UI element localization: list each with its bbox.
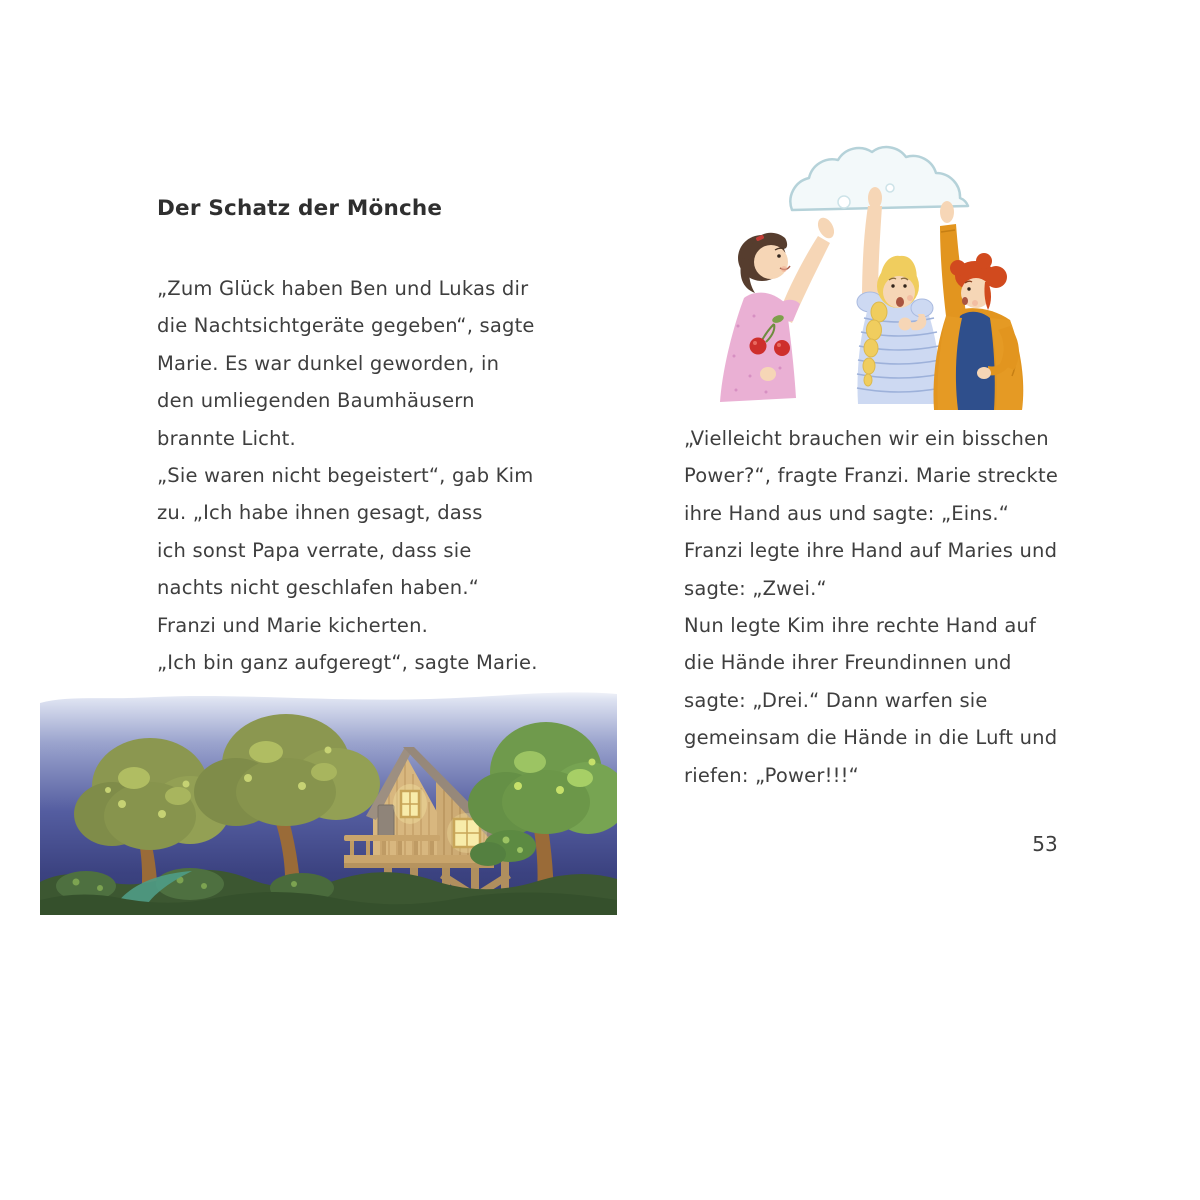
text-line: „Vielleicht brauchen wir ein bisschen [684, 427, 1049, 450]
text-line: „Zum Glück haben Ben und Lukas dir [157, 277, 529, 300]
text-line: ihre Hand aus und sagte: „Eins.“ [684, 501, 1010, 525]
text-line: ich sonst Papa verrate, dass sie [157, 538, 472, 562]
text-line: gemeinsam die Hände in die Luft und [684, 726, 1058, 750]
text-line: die Hände ihrer Freundinnen und [684, 651, 1012, 675]
text-line: Franzi und Marie kicherten. [157, 613, 429, 637]
girl-marie [720, 215, 837, 402]
text-line: „Ich bin ganz aufgeregt“, sagte Marie. [157, 651, 538, 675]
text-line: Power?“, fragte Franzi. Marie streckte [684, 464, 1059, 488]
girl-franzi [857, 187, 941, 404]
treehouse-night-illustration [40, 686, 617, 915]
text-line: nachts nicht geschlafen haben.“ [157, 576, 480, 600]
page-number: 53 [1032, 832, 1058, 856]
text-line: Marie. Es war dunkel geworden, in [157, 351, 500, 375]
door [378, 805, 394, 839]
window-upper [393, 784, 427, 824]
treehouse-illustration-svg [40, 686, 617, 915]
three-girls-illustration [692, 140, 1042, 425]
left-page-text [157, 270, 577, 681]
girls-illustration-svg [692, 140, 1042, 425]
text-line: sagte: „Drei.“ Dann warfen sie [684, 688, 988, 712]
girl-kim [934, 201, 1024, 410]
text-line: riefen: „Power!!!“ [684, 763, 859, 787]
text-line: Franzi legte ihre Hand auf Maries und [684, 539, 1058, 563]
text-line: die Nachtsichtgeräte gegeben“, sagte [157, 314, 535, 338]
text-line: brannte Licht. [157, 426, 296, 450]
text-line: „Sie waren nicht begeistert“, gab Kim [157, 464, 534, 488]
text-line: zu. „Ich habe ihnen gesagt, dass [157, 501, 483, 525]
chapter-title: Der Schatz der Mönche [157, 196, 443, 221]
text-line: Nun legte Kim ihre rechte Hand auf [684, 614, 1037, 638]
right-page-text [684, 420, 1084, 794]
text-line: den umliegenden Baumhäusern [157, 389, 475, 413]
text-line: sagte: „Zwei.“ [684, 576, 827, 600]
